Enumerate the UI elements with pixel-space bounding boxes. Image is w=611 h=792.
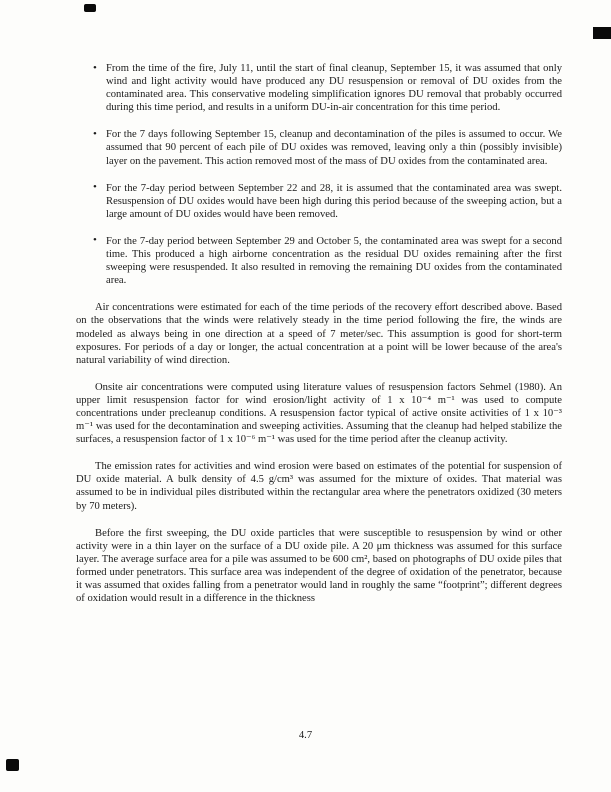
text-block	[76, 62, 562, 605]
list-item	[93, 128, 562, 167]
bullet-text: For the 7-day period between September 29 and October 5, the contaminated area was swept for a second time. This produced a high airborne concentration as the residual DU oxides remaining after the first sweeping were resuspended. It also resulted in removing the remaining DU oxides from the contaminated area.	[106, 235, 562, 287]
bullet-text: From the time of the fire, July 11, until the start of final cleanup, September 15, it was assumed that only wind and light activity would have produced any DU resuspension or removal of DU oxides from the contaminated area. This conservative modeling simplification ignores DU removal that probably occurred during this time period, and results in a uniform DU-in-air concentration for this time period.	[106, 63, 562, 114]
scan-artifact-icon	[593, 27, 611, 39]
paragraph: Onsite air concentrations were computed using literature values of resuspension factors Sehmel (1980). An upper limit resuspension factor for wind erosion/light activity of 1 x 10⁻⁴ m⁻¹ was used to compute concentrations under precleanup conditions. A resuspension factor typical of active onsite activities of 1 x 10⁻³ m⁻¹ was used for the decontamination and sweeping activities. Assuming that the cleanup had helped stabilize the surfaces, a resuspension factor of 1 x 10⁻⁶ m⁻¹ was used for the time period after the cleanup activity.	[76, 381, 562, 446]
bullet-list	[76, 62, 562, 287]
bullet-text: For the 7-day period between September 22 and 28, it is assumed that the contaminated area was swept. Resuspension of DU oxides would have been high during this period because of the sweeping action, but a large amount of DU oxides would have been removed.	[106, 182, 562, 220]
bullet-text: For the 7 days following September 15, cleanup and decontamination of the piles is assumed to occur. We assumed that 90 percent of each pile of DU oxides was removed, leaving only a thin (possibly invisible) layer on the pavement. This action removed most of the mass of DU oxides from the contaminated area.	[106, 129, 562, 167]
bullet-icon: •	[93, 181, 97, 194]
bullet-icon: •	[93, 234, 97, 247]
scan-artifact-icon	[6, 759, 19, 771]
bullet-icon: •	[93, 127, 97, 140]
paragraph: The emission rates for activities and wind erosion were based on estimates of the potential for suspension of DU oxide material. A bulk density of 4.5 g/cm³ was assumed for the mixture of oxides. That material was assumed to be in individual piles distributed within the rectangular area where the penetrators oxidized (30 meters by 70 meters).	[76, 461, 562, 512]
paragraph: Air concentrations were estimated for each of the time periods of the recovery effort described above. Based on the observations that the winds were relatively steady in the time period following the fire, the winds are modeled as always being in one direction at a speed of 7 meter/sec. This assumption is good for short-term exposures. For periods of a day or longer, the actual concentration at a point will be lower because of the area's natural variability of wind direction.	[76, 302, 562, 366]
list-item	[93, 182, 562, 221]
page-number: 4.7	[298, 730, 313, 741]
list-item	[93, 62, 562, 114]
paragraph: Before the first sweeping, the DU oxide particles that were susceptible to resuspension by wind or other activity were in a thin layer on the surface of a DU oxide pile. A 20 μm thickness was assumed for this surface layer. The average surface area for a pile was assumed to be 600 cm², based on photographs of DU oxide piles that formed under penetrators. This surface area was independent of the degree of oxidation of the penetrator, because it was assumed that oxides falling from a penetrator would land in roughly the same “footprint”; different degrees of oxidation would result in a difference in the thickness	[76, 527, 562, 605]
scan-artifact-icon	[84, 4, 96, 12]
list-item	[93, 235, 562, 287]
bullet-icon: •	[93, 61, 97, 74]
